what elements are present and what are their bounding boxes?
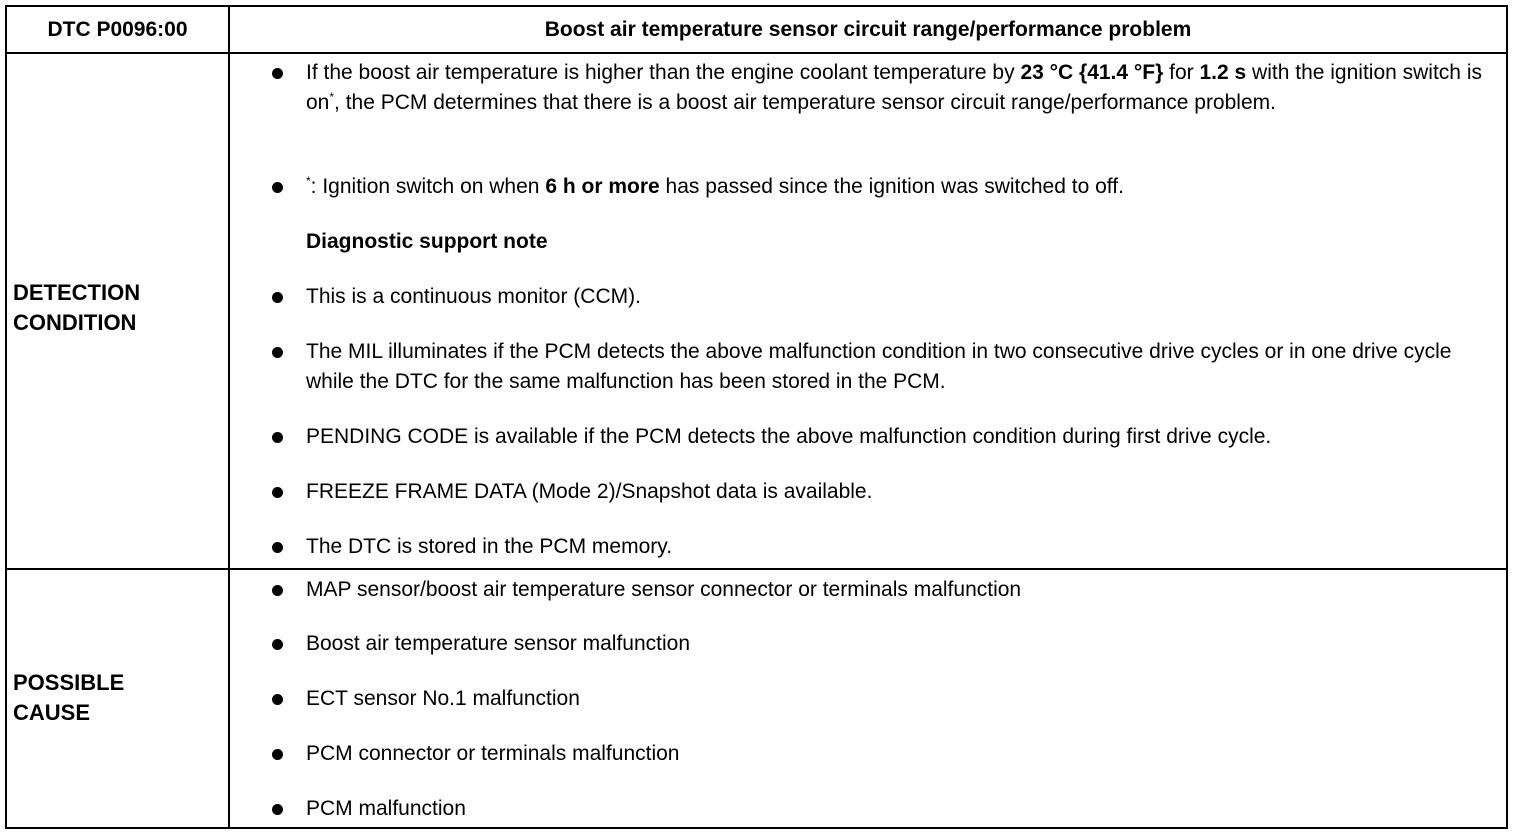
detection-item-1-text: If the boost air temperature is higher than the engine coolant temperature by 23 °C {41.4 °F} for 1.2 s with the ignition switch is on*, the PCM determines that there is a boost air temperature sensor circuit range/performance problem. [306, 61, 1482, 114]
cause-item [272, 575, 1492, 605]
bullet-icon [272, 68, 283, 79]
support-note-heading-row [272, 227, 1492, 257]
bullet-icon [272, 487, 283, 498]
cause-item [272, 684, 1492, 714]
detection-item-2-text: *: Ignition switch on when 6 h or more has passed since the ignition was switched to off. [306, 174, 1124, 198]
cause-text: Boost air temperature sensor malfunction [306, 632, 691, 655]
cause-label-line2: CAUSE [13, 700, 91, 725]
bullet-icon [272, 292, 283, 303]
bullet-icon [272, 804, 283, 815]
column-divider [228, 7, 230, 827]
bullet-icon [272, 749, 283, 760]
dtc-code: DTC P0096:00 [47, 17, 188, 41]
cause-text: MAP sensor/boost air temperature sensor connector or terminals malfunction [306, 578, 1022, 601]
cause-text: ECT sensor No.1 malfunction [306, 687, 580, 710]
bullet-icon [272, 694, 283, 705]
note-item [272, 532, 1492, 562]
cause-item [272, 794, 1492, 824]
dtc-title: Boost air temperature sensor circuit range/performance problem [544, 17, 1192, 41]
detection-label-line1: DETECTION [13, 280, 141, 305]
bullet-icon [272, 432, 283, 443]
detection-item-2 [272, 172, 1492, 202]
detection-label-line2: CONDITION [13, 310, 137, 335]
bullet-icon [272, 639, 283, 650]
detection-item-1 [272, 58, 1492, 118]
note-text: The MIL illuminates if the PCM detects the above malfunction condition in two consecutive drive cycles or in one drive cycle while the DTC for the same malfunction has been stored in the PCM. [306, 340, 1452, 393]
note-item [272, 337, 1492, 397]
note-item [272, 282, 1492, 312]
possible-cause-label [13, 668, 223, 728]
row-divider [7, 568, 1506, 570]
note-text: PENDING CODE is available if the PCM detects the above malfunction condition during first drive cycle. [306, 425, 1272, 448]
bullet-icon [272, 182, 283, 193]
note-item [272, 477, 1492, 507]
support-note-heading: Diagnostic support note [306, 230, 548, 253]
cause-text: PCM connector or terminals malfunction [306, 742, 680, 765]
detection-condition-label [13, 278, 223, 338]
cause-text: PCM malfunction [306, 797, 466, 820]
note-text: FREEZE FRAME DATA (Mode 2)/Snapshot data is available. [306, 480, 873, 503]
bullet-icon [272, 347, 283, 358]
cause-item [272, 739, 1492, 769]
bullet-icon [272, 585, 283, 596]
note-text: This is a continuous monitor (CCM). [306, 285, 641, 308]
cause-label-line1: POSSIBLE [13, 670, 125, 695]
note-item [272, 422, 1492, 452]
dtc-table [5, 5, 1508, 829]
header-divider [7, 52, 1506, 54]
bullet-icon [272, 542, 283, 553]
note-text: The DTC is stored in the PCM memory. [306, 535, 673, 558]
cause-item [272, 629, 1492, 659]
